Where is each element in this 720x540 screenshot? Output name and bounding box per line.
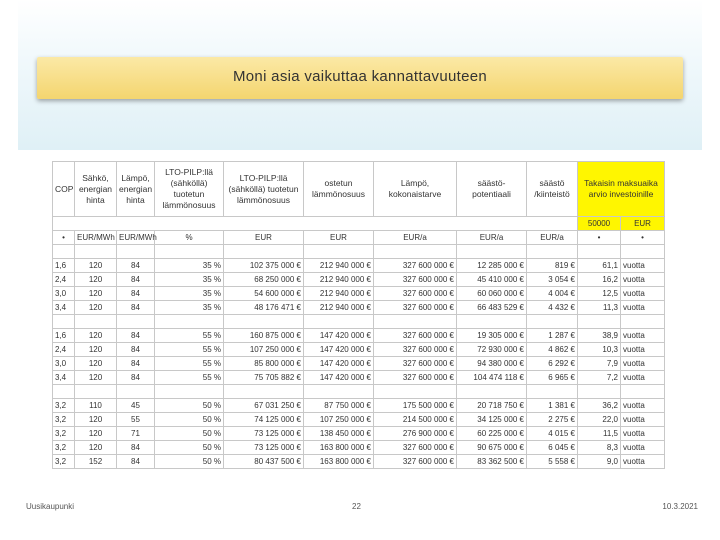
unit-cell: • [53,231,75,245]
table-cell: 8,3 [578,441,621,455]
blank-cell [75,315,117,329]
table-cell: 120 [75,301,117,315]
table-cell: 11,5 [578,427,621,441]
table-cell: 3,2 [53,399,75,413]
spacer-row [53,315,665,329]
table-row [53,329,665,343]
table-cell: 67 031 250 € [224,399,304,413]
table-cell: 147 420 000 € [304,343,374,357]
table-row [53,441,665,455]
table-cell: 1,6 [53,259,75,273]
table-cell: 20 718 750 € [457,399,527,413]
table-cell: 175 500 000 € [374,399,457,413]
table-cell: 2,4 [53,273,75,287]
table-cell: 12,5 [578,287,621,301]
column-header: COP [53,162,75,217]
page-number: 22 [352,502,361,511]
table-cell: 19 305 000 € [457,329,527,343]
unit-cell: EUR [224,231,304,245]
table-cell: 4 862 € [527,343,578,357]
table-cell: 85 800 000 € [224,357,304,371]
table-cell: 276 900 000 € [374,427,457,441]
investment-value: 50000 [578,217,621,231]
table-row [53,357,665,371]
table-cell: vuotta [621,301,665,315]
spacer-row [53,245,665,259]
column-header: LTO-PILP:llä (sähköllä) tuotetun lämmönosuus [155,162,224,217]
table-cell: 50 % [155,399,224,413]
table-cell: 160 875 000 € [224,329,304,343]
header-row [53,162,665,217]
footer-location: Uusikaupunki [26,502,75,511]
table-cell: 120 [75,441,117,455]
table-cell: 327 600 000 € [374,371,457,385]
table-cell: 212 940 000 € [304,259,374,273]
column-header: ostetun lämmönosuus [304,162,374,217]
unit-cell: EUR/a [527,231,578,245]
blank-cell [53,385,75,399]
table-cell: 120 [75,287,117,301]
table-cell: 7,2 [578,371,621,385]
table-cell: 120 [75,343,117,357]
table-row [53,413,665,427]
unit-cell: EUR/MWh [117,231,155,245]
column-header: säästö /kiinteistö [527,162,578,217]
blank-cell [53,315,75,329]
table-cell: 45 410 000 € [457,273,527,287]
table-cell: 34 125 000 € [457,413,527,427]
table-cell: 35 % [155,301,224,315]
table-cell: 73 125 000 € [224,441,304,455]
table-cell: 327 600 000 € [374,259,457,273]
table-cell: 45 [117,399,155,413]
blank-cell [578,385,621,399]
table-cell: 3,4 [53,371,75,385]
blank-cell [304,315,374,329]
table-cell: vuotta [621,413,665,427]
table-cell: vuotta [621,455,665,469]
table-cell: 3 054 € [527,273,578,287]
table-cell: 110 [75,399,117,413]
table-cell: vuotta [621,399,665,413]
table-cell: 147 420 000 € [304,357,374,371]
table-cell: 35 % [155,287,224,301]
unit-cell: EUR [304,231,374,245]
table-cell: 12 285 000 € [457,259,527,273]
blank-cell [75,385,117,399]
blank-cell [155,245,224,259]
table-cell: 16,2 [578,273,621,287]
table-cell: 3,4 [53,301,75,315]
table-cell: 84 [117,455,155,469]
table-cell: 3,2 [53,413,75,427]
table-cell: 120 [75,357,117,371]
table-cell: 74 125 000 € [224,413,304,427]
table-cell: 35 % [155,259,224,273]
spacer-cell [53,217,578,231]
table-cell: 120 [75,427,117,441]
blank-cell [117,385,155,399]
blank-cell [374,385,457,399]
table-cell: 120 [75,329,117,343]
table-cell: vuotta [621,287,665,301]
table-cell: 3,2 [53,441,75,455]
table-cell: 22,0 [578,413,621,427]
table-cell: 60 060 000 € [457,287,527,301]
table-cell: 4 432 € [527,301,578,315]
blank-cell [527,245,578,259]
table-cell: 327 600 000 € [374,329,457,343]
blank-cell [578,245,621,259]
table-cell: 84 [117,273,155,287]
table-cell: 3,2 [53,455,75,469]
table-cell: 819 € [527,259,578,273]
table-cell: 84 [117,357,155,371]
blank-cell [155,385,224,399]
table-cell: 84 [117,329,155,343]
table-cell: 61,1 [578,259,621,273]
blank-cell [527,315,578,329]
unit-cell: • [578,231,621,245]
table-cell: 1,6 [53,329,75,343]
blank-cell [527,385,578,399]
table-row [53,301,665,315]
table-row [53,343,665,357]
table-cell: 73 125 000 € [224,427,304,441]
table-cell: 54 600 000 € [224,287,304,301]
table-cell: vuotta [621,273,665,287]
table-cell: 55 % [155,343,224,357]
unit-cell: % [155,231,224,245]
table-cell: 35 % [155,273,224,287]
table-cell: 38,9 [578,329,621,343]
table-cell: 84 [117,343,155,357]
blank-cell [117,315,155,329]
table-cell: 163 800 000 € [304,441,374,455]
blank-cell [374,245,457,259]
table-cell: 138 450 000 € [304,427,374,441]
table-cell: 84 [117,287,155,301]
table-cell: 83 362 500 € [457,455,527,469]
table-cell: 50 % [155,455,224,469]
table-cell: 120 [75,371,117,385]
spacer-row [53,385,665,399]
column-header: Sähkö, energian hinta [75,162,117,217]
table-cell: 84 [117,441,155,455]
blank-cell [457,245,527,259]
table-cell: 212 940 000 € [304,287,374,301]
blank-cell [53,245,75,259]
table-cell: 66 483 529 € [457,301,527,315]
title-box [37,57,683,99]
table-cell: 152 [75,455,117,469]
table-cell: 55 [117,413,155,427]
table-cell: vuotta [621,343,665,357]
column-header: LTO-PILP:llä (sähköllä) tuotetun lämmönosuus [224,162,304,217]
table-cell: 50 % [155,441,224,455]
blank-cell [621,245,665,259]
table-cell: 72 930 000 € [457,343,527,357]
table-row [53,287,665,301]
column-header: Takaisin maksuaika arvio investoinille [578,162,665,217]
unit-cell: EUR/a [457,231,527,245]
blank-cell [155,315,224,329]
table-cell: 48 176 471 € [224,301,304,315]
table-cell: 90 675 000 € [457,441,527,455]
blank-cell [117,245,155,259]
table-cell: 327 600 000 € [374,301,457,315]
table-cell: 327 600 000 € [374,455,457,469]
table-cell: 9,0 [578,455,621,469]
table-cell: 84 [117,371,155,385]
table-cell: 2 275 € [527,413,578,427]
table-cell: 6 292 € [527,357,578,371]
table-cell: 68 250 000 € [224,273,304,287]
blank-cell [224,315,304,329]
table-cell: 3,0 [53,287,75,301]
table-cell: 87 750 000 € [304,399,374,413]
table-cell: vuotta [621,259,665,273]
unit-cell: EUR/a [374,231,457,245]
blank-cell [621,315,665,329]
table-row [53,371,665,385]
table-cell: vuotta [621,371,665,385]
table-cell: 7,9 [578,357,621,371]
table-cell: 327 600 000 € [374,441,457,455]
table-cell: 147 420 000 € [304,371,374,385]
blank-cell [457,315,527,329]
table-cell: 1 381 € [527,399,578,413]
investment-unit: EUR [621,217,665,231]
table-cell: 55 % [155,371,224,385]
column-header: Lämpö, kokonaistarve [374,162,457,217]
table-row [53,399,665,413]
table-cell: 147 420 000 € [304,329,374,343]
column-header: Lämpö, energian hinta [117,162,155,217]
units-row [53,231,665,245]
table-cell: 212 940 000 € [304,273,374,287]
table-cell: 2,4 [53,343,75,357]
profitability-table [52,161,665,469]
investment-row [53,217,665,231]
unit-cell: • [621,231,665,245]
table-cell: 214 500 000 € [374,413,457,427]
blank-cell [304,245,374,259]
table-cell: 4 015 € [527,427,578,441]
table-cell: 327 600 000 € [374,287,457,301]
table-cell: 6 045 € [527,441,578,455]
table-cell: 50 % [155,413,224,427]
table-cell: 84 [117,301,155,315]
table-cell: vuotta [621,357,665,371]
table-cell: 107 250 000 € [224,343,304,357]
table-cell: 75 705 882 € [224,371,304,385]
spreadsheet-table [52,161,664,466]
table-cell: 120 [75,273,117,287]
table-cell: 55 % [155,357,224,371]
slide-title: Moni asia vaikuttaa kannattavuuteen [233,68,487,85]
table-cell: 3,0 [53,357,75,371]
table-cell: 1 287 € [527,329,578,343]
footer-date: 10.3.2021 [662,502,698,511]
table-cell: 10,3 [578,343,621,357]
table-cell: 80 437 500 € [224,455,304,469]
table-cell: 50 % [155,427,224,441]
table-cell: 60 225 000 € [457,427,527,441]
table-cell: 5 558 € [527,455,578,469]
table-cell: 327 600 000 € [374,343,457,357]
blank-cell [374,315,457,329]
table-cell: 107 250 000 € [304,413,374,427]
table-cell: 36,2 [578,399,621,413]
table-cell: 94 380 000 € [457,357,527,371]
table-cell: 84 [117,259,155,273]
table-cell: vuotta [621,329,665,343]
table-cell: 55 % [155,329,224,343]
table-cell: 4 004 € [527,287,578,301]
table-cell: 3,2 [53,427,75,441]
table-cell: 104 474 118 € [457,371,527,385]
blank-cell [578,315,621,329]
unit-cell: EUR/MWh [75,231,117,245]
table-row [53,259,665,273]
column-header: säästö-potentiaali [457,162,527,217]
table-cell: 71 [117,427,155,441]
table-cell: 120 [75,413,117,427]
table-cell: 6 965 € [527,371,578,385]
table-cell: 327 600 000 € [374,357,457,371]
blank-cell [224,245,304,259]
table-cell: 102 375 000 € [224,259,304,273]
blank-cell [457,385,527,399]
blank-cell [75,245,117,259]
table-cell: vuotta [621,427,665,441]
blank-cell [304,385,374,399]
table-cell: 11,3 [578,301,621,315]
table-cell: 120 [75,259,117,273]
table-cell: 163 800 000 € [304,455,374,469]
table-row [53,273,665,287]
blank-cell [224,385,304,399]
table-row [53,455,665,469]
blank-cell [621,385,665,399]
table-cell: 212 940 000 € [304,301,374,315]
table-cell: vuotta [621,441,665,455]
table-row [53,427,665,441]
table-cell: 327 600 000 € [374,273,457,287]
